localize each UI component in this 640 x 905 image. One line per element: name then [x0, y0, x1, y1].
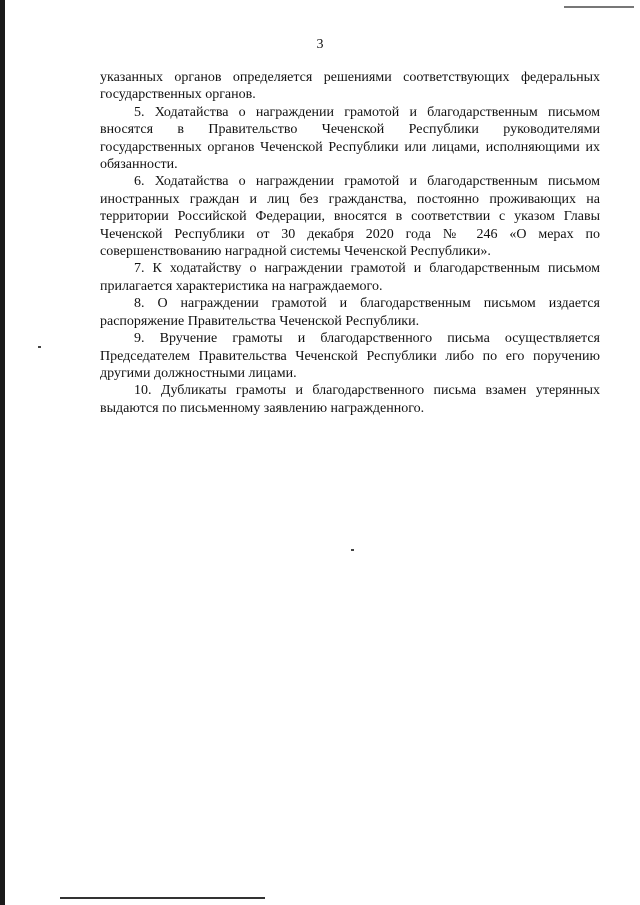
page-number: 3	[316, 37, 324, 52]
scan-left-edge	[0, 0, 5, 905]
scan-speck	[38, 346, 41, 348]
paragraph-item-8: 8. О награждении грамотой и благодарственным письмом издается распоряжение Правительства Чеченской Республики.	[100, 296, 600, 329]
document-body	[100, 69, 600, 417]
paragraph-item-6: 6. Ходатайства о награждении грамотой и благодарственным письмом иностранных граждан и лиц без гражданства, постоянно проживающих на территории Российской Федерации, вносятся в соответствии с указом Главы Чеченской Республики от 30 декабря 2020 года № 246 «О мерах по совершенствованию наградной системы Чеченской Республики».	[100, 174, 600, 260]
paragraph-continuation: указанных органов определяется решениями соответствующих федеральных государственных органов.	[100, 70, 600, 103]
paragraph-item-9: 9. Вручение грамоты и благодарственного письма осуществляется Председателем Правительства Чеченской Республики либо по его поручению другими должностными лицами.	[100, 331, 600, 381]
scan-speck	[351, 549, 354, 551]
paragraph-item-7: 7. К ходатайству о награждении грамотой и благодарственным письмом прилагается характеристика на награждаемого.	[100, 261, 600, 294]
paragraph-item-10: 10. Дубликаты грамоты и благодарственного письма взамен утерянных выдаются по письменному заявлению награжденного.	[100, 383, 600, 416]
paragraph-item-5: 5. Ходатайства о награждении грамотой и благодарственным письмом вносятся в Правительство Чеченской Республики руководителями государственных органов Чеченской Республики или лицами, исполняющими их обязанности.	[100, 104, 600, 173]
scan-bottom-line	[60, 897, 265, 899]
scan-top-mark	[564, 6, 634, 8]
